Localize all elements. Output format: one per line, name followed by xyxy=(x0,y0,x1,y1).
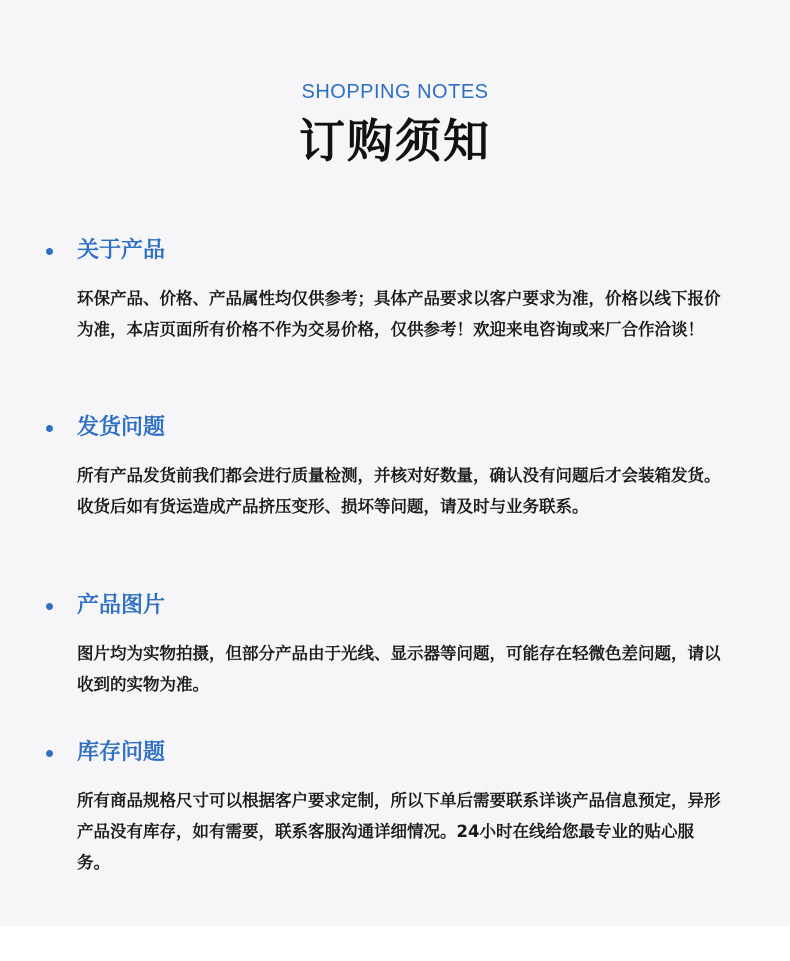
bullet-dot-icon xyxy=(46,248,53,255)
page-subtitle: SHOPPING NOTES xyxy=(301,81,489,103)
section-body: 环保产品、价格、产品属性均仅供参考；具体产品要求以客户要求为准，价格以线下报价为准，本店页面所有价格不作为交易价格，仅供参考！欢迎来电咨询或来厂合作洽谈！ xyxy=(77,289,721,339)
page-title: 订购须知 xyxy=(299,114,491,168)
page-header xyxy=(0,80,790,170)
section-body: 图片均为实物拍摄，但部分产品由于光线、显示器等问题，可能存在轻微色差问题，请以收到的实物为准。 xyxy=(77,644,721,694)
bullet-dot-icon xyxy=(46,425,53,432)
section-heading: 发货问题 xyxy=(77,415,166,440)
section-heading: 库存问题 xyxy=(77,740,166,765)
section-body: 所有商品规格尺寸可以根据客户要求定制，所以下单后需要联系详谈产品信息预定，异形产品没有库存，如有需要，联系客服沟通详细情况。24小时在线给您最专业的贴心服务。 xyxy=(77,791,721,872)
section-heading: 关于产品 xyxy=(77,238,166,263)
bullet-dot-icon xyxy=(46,603,53,610)
bullet-dot-icon xyxy=(46,750,53,757)
section-heading: 产品图片 xyxy=(77,593,166,618)
section-body: 所有产品发货前我们都会进行质量检测，并核对好数量，确认没有问题后才会装箱发货。收货后如有货运造成产品挤压变形、损坏等问题，请及时与业务联系。 xyxy=(77,466,721,516)
